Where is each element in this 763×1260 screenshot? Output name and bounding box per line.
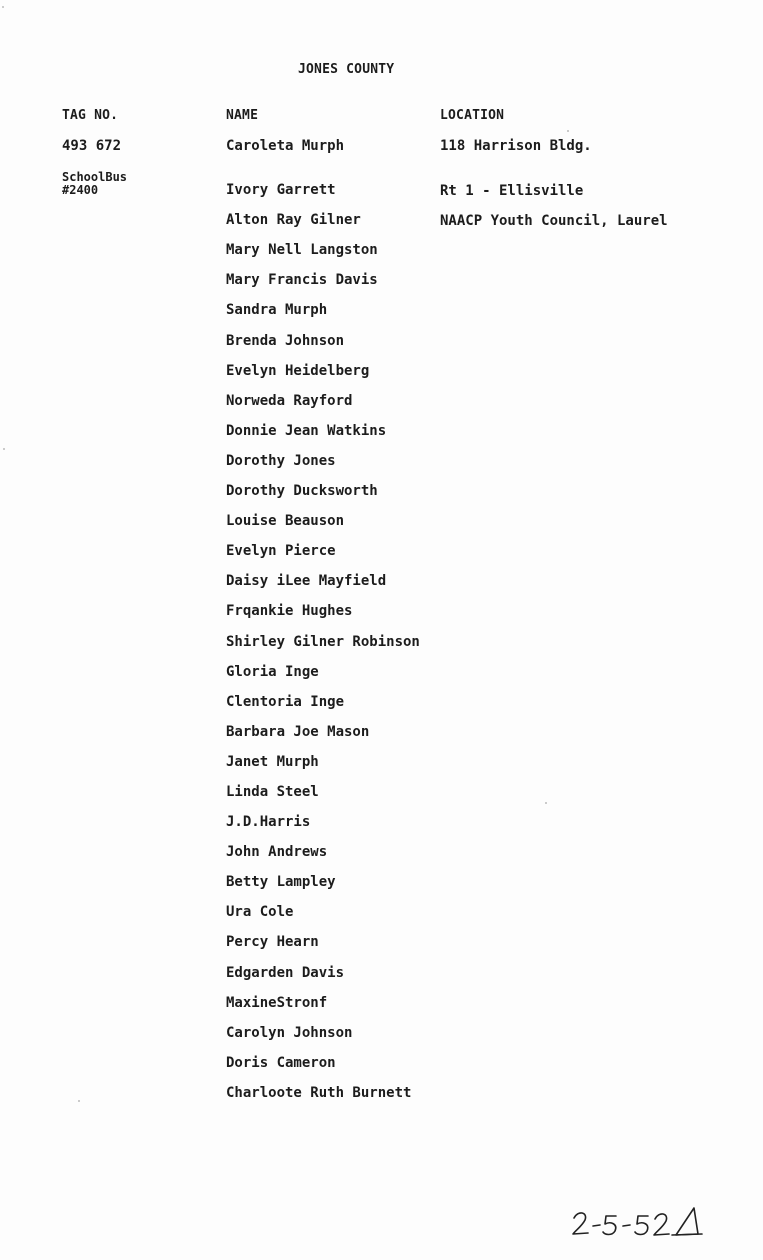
tag-school-bus-label: SchoolBus (62, 170, 128, 184)
name-entry: Frqankie Hughes (226, 603, 353, 620)
name-entry: Mary Francis Davis (226, 272, 378, 289)
name-entry: Janet Murph (226, 753, 319, 770)
name-entry: Caroleta Murph (226, 138, 345, 154)
scan-speck (545, 802, 547, 804)
name-entry: Louise Beauson (226, 513, 345, 530)
name-entry: Gloria Inge (226, 663, 319, 680)
name-entry: Sandra Murph (226, 302, 328, 319)
name-entry: Daisy iLee Mayfield (226, 573, 387, 590)
name-entry: Clentoria Inge (226, 693, 345, 710)
name-list (226, 138, 420, 1115)
name-entry: J.D.Harris (226, 814, 311, 831)
scan-speck (567, 130, 569, 132)
name-entry: Edgarden Davis (226, 964, 345, 981)
county-title: JONES COUNTY (298, 62, 395, 77)
name-entry: Evelyn Pierce (226, 543, 336, 560)
name-entry: Carolyn Johnson (226, 1024, 353, 1041)
tag-school-bus-number: #2400 (62, 183, 99, 197)
location-header: LOCATION (440, 108, 505, 123)
name-entry: John Andrews (226, 844, 328, 861)
name-entry: Brenda Johnson (226, 332, 345, 349)
name-entry: Alton Ray Gilner (226, 212, 361, 229)
tag-school-bus (62, 171, 127, 197)
tag-number-header: TAG NO. (62, 108, 119, 123)
tag-number-first: 493 672 (62, 138, 122, 154)
name-entry: Ivory Garrett (226, 182, 336, 199)
name-entry: Norweda Rayford (226, 392, 353, 409)
scan-speck (3, 448, 5, 450)
name-entry: Evelyn Heidelberg (226, 362, 370, 379)
name-header: NAME (226, 108, 259, 123)
location-entry: NAACP Youth Council, Laurel (440, 213, 668, 229)
name-entry: Doris Cameron (226, 1054, 336, 1071)
name-entry: Charloote Ruth Burnett (226, 1084, 412, 1101)
name-entry: Donnie Jean Watkins (226, 422, 387, 439)
location-entry: Rt 1 - Ellisville (440, 183, 584, 199)
name-entry: Mary Nell Langston (226, 242, 378, 259)
name-entry: Shirley Gilner Robinson (226, 633, 420, 650)
scan-speck (2, 6, 4, 8)
name-entry: Betty Lampley (226, 874, 336, 891)
name-entry: Linda Steel (226, 783, 319, 800)
name-entry: Percy Hearn (226, 934, 319, 951)
name-entry: Dorothy Jones (226, 452, 336, 469)
name-entry: Ura Cole (226, 904, 294, 921)
location-entry: 118 Harrison Bldg. (440, 138, 592, 154)
name-entry: MaxineStronf (226, 994, 328, 1011)
scan-speck (78, 1100, 80, 1102)
name-entry: Dorothy Ducksworth (226, 483, 378, 500)
name-entry: Barbara Joe Mason (226, 723, 370, 740)
